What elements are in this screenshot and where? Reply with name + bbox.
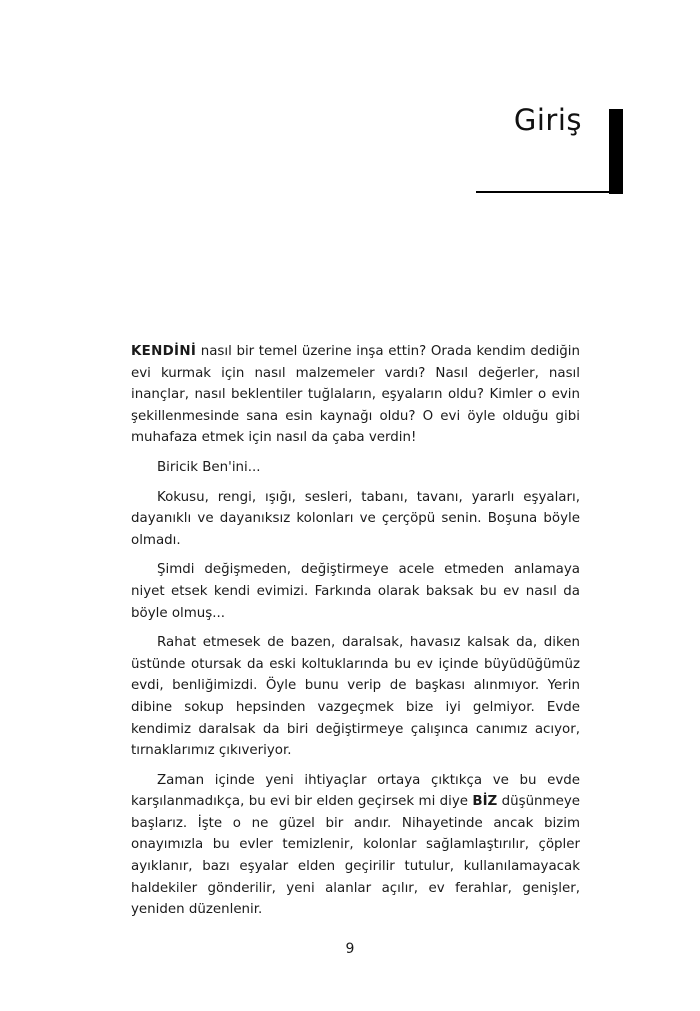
chapter-title-bar: [609, 109, 623, 194]
paragraph-6: [131, 770, 580, 921]
paragraph-2: Biricik Ben'ini...: [157, 459, 261, 475]
chapter-title: Giriş: [513, 103, 582, 137]
paragraph-1-lead-word: KENDİNİ: [131, 344, 197, 359]
paragraph-6-text-b: düşünmeye başlarız. İşte o ne güzel bir andır. Nihayetinde ancak bizim onayımızla bu evler temizlenir, kolonlar sağlamlaştırılır, çöpler ayıklanır, bazı eşyalar elden geçirilir tutulur, kullanılamayacak haldekiler gönderilir, yeni alanlar açılır, ev ferahlar, genişler, yeniden düzenlenir.: [131, 794, 580, 918]
paragraph-4: Şimdi değişmeden, değiştirmeye acele etmeden anlamaya niyet etsek kendi evimizi. Farkında olarak baksak bu ev nasıl da böyle olmuş...: [131, 562, 580, 621]
page-number: 9: [345, 941, 355, 957]
body-text: [131, 341, 580, 929]
paragraph-6-text-a: Zaman içinde yeni ihtiyaçlar ortaya çıktıkça ve bu evde karşılanmadıkça, bu evi bir elden geçirsek mi diye: [131, 772, 580, 810]
paragraph-6-emphasis: BİZ: [472, 794, 498, 810]
paragraph-5: Rahat etmesek de bazen, daralsak, havasız kalsak da, diken üstünde otursak da eski koltuklarında bu ev içinde büyüdüğümüz evdi, benliğimizdi. Öyle bunu verip de başkası alınmıyor. Yerin dibine sokup hepsinden vazgeçmek bize iyi gelmiyor. Evde kendimiz daralsak da biri değiştirmeye çalışınca canımız acıyor, tırnaklarımız çıkıveriyor.: [131, 635, 580, 759]
paragraph-1: [131, 341, 580, 449]
paragraph-1-text: nasıl bir temel üzerine inşa ettin? Orada kendim dediğin evi kurmak için nasıl malzemeler vardı? Nasıl değerler, nasıl inançlar, nasıl beklentiler tuğlaların, eşyaların oldu? Kimler o evin şekillenmesinde sana esin kaynağı oldu? O evi öyle olduğu gibi muhafaza etmek için nasıl da çaba verdin!: [131, 344, 580, 446]
paragraph-3: Kokusu, rengi, ışığı, sesleri, tabanı, tavanı, yararlı eşyaları, dayanıklı ve dayanıksız kolonları ve çerçöpü senin. Boşuna böyle olmadı.: [131, 489, 580, 548]
chapter-title-rule: [476, 191, 610, 193]
